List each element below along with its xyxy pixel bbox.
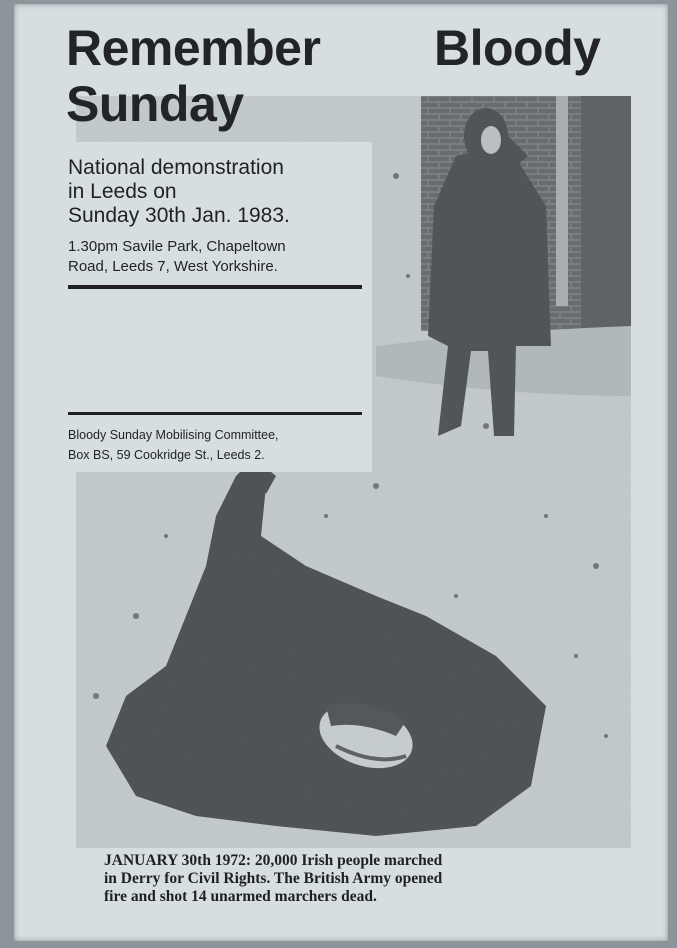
caption-line-3: fire and shot 14 unarmed marchers dead. bbox=[104, 888, 377, 905]
poster-title bbox=[66, 20, 666, 132]
subheading-line-1: National demonstration bbox=[68, 156, 284, 179]
details-line-2: Road, Leeds 7, West Yorkshire. bbox=[68, 258, 278, 275]
photo-caption bbox=[104, 852, 624, 906]
subheading-line-3: Sunday 30th Jan. 1983. bbox=[68, 204, 290, 227]
divider-rule bbox=[68, 412, 362, 415]
committee-address bbox=[68, 425, 368, 465]
location-details bbox=[68, 237, 368, 277]
info-box bbox=[56, 142, 372, 472]
poster bbox=[14, 4, 668, 941]
title-word-remember: Remember bbox=[66, 20, 321, 76]
title-word-sunday: Sunday bbox=[66, 76, 244, 132]
subheading-line-2: in Leeds on bbox=[68, 180, 177, 203]
committee-line-2: Box BS, 59 Cookridge St., Leeds 2. bbox=[68, 448, 265, 462]
details-line-1: 1.30pm Savile Park, Chapeltown bbox=[68, 238, 286, 255]
divider-rule bbox=[68, 285, 362, 289]
committee-line-1: Bloody Sunday Mobilising Committee, bbox=[68, 428, 279, 442]
title-word-bloody: Bloody bbox=[434, 20, 601, 76]
caption-line-1: JANUARY 30th 1972: 20,000 Irish people marched bbox=[104, 852, 443, 869]
caption-line-2: in Derry for Civil Rights. The British Army opened bbox=[104, 870, 443, 887]
demonstration-heading bbox=[68, 156, 368, 228]
